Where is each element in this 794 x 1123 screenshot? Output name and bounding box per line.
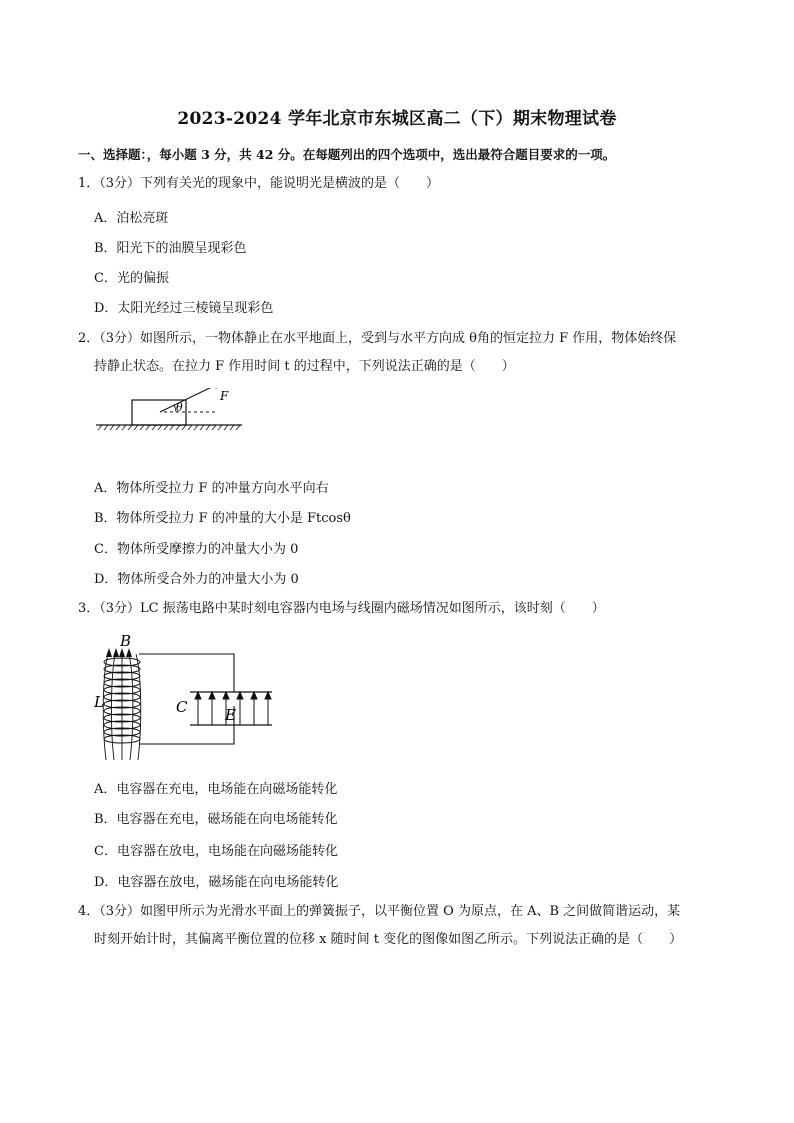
question-2-stem — [78, 325, 718, 381]
question-1-option-b: B．阳光下的油膜呈现彩色 — [94, 241, 247, 256]
question-1-option-a: A．泊松亮斑 — [94, 211, 169, 226]
question-2-option-b: B．物体所受拉力 F 的冲量的大小是 Ftcosθ — [94, 511, 351, 526]
section-heading: 一、选择题：，每小题 3 分，共 42 分。在每题列出的四个选项中，选出最符合题目要求的一项。 — [78, 147, 616, 162]
label-e: E — [225, 706, 236, 724]
ground-hatching — [98, 425, 240, 430]
question-2-option-a: A．物体所受拉力 F 的冲量方向水平向右 — [94, 481, 329, 496]
question-1-option-d: D．太阳光经过三棱镜呈现彩色 — [94, 301, 274, 316]
question-2-figure — [94, 388, 254, 438]
question-3-option-a: A．电容器在充电，电场能在向磁场能转化 — [94, 782, 338, 797]
question-4-stem-line-2: 时刻开始计时，其偏离平衡位置的位移 x 随时间 t 变化的图像如图乙所示。下列说法正确的是（ ） — [94, 932, 683, 947]
question-4-stem-line-1: 4．（3分）如图甲所示为光滑水平面上的弹簧振子，以平衡位置 O 为原点，在 A、B 之间做简谐运动，某 — [78, 904, 681, 919]
question-3-option-d: D．电容器在放电，磁场能在向电场能转化 — [94, 875, 339, 890]
question-1-option-c: C．光的偏振 — [94, 271, 169, 286]
force-label: F — [220, 389, 229, 403]
question-1-stem: 1．（3分）下列有关光的现象中，能说明光是横波的是（ ） — [78, 176, 440, 191]
question-3-stem: 3．（3分）LC 振荡电路中某时刻电容器内电场与线圈内磁场情况如图所示，该时刻（ ） — [78, 601, 605, 616]
question-3-lc-circuit-figure — [94, 632, 284, 762]
label-b: B — [120, 632, 132, 650]
label-c: C — [176, 698, 188, 716]
question-2-option-c: C．物体所受摩擦力的冲量大小为 0 — [94, 542, 299, 557]
question-2-option-d: D．物体所受合外力的冲量大小为 0 — [94, 572, 299, 587]
question-2-stem-line-1: 2．（3分）如图所示，一物体静止在水平地面上，受到与水平方向成 θ角的恒定拉力 F 作用，物体始终保 — [78, 331, 677, 346]
question-3-option-c: C．电容器在放电，电场能在向磁场能转化 — [94, 844, 338, 859]
angle-label: θ — [176, 401, 183, 414]
question-3-option-b: B．电容器在充电，磁场能在向电场能转化 — [94, 812, 338, 827]
question-4-stem — [78, 898, 718, 954]
label-l: L — [94, 693, 104, 711]
question-2-stem-line-2: 持静止状态。在拉力 F 作用时间 t 的过程中，下列说法正确的是（ ） — [94, 359, 515, 374]
exam-title: 2023-2024 学年北京市东城区高二（下）期末物理试卷 — [177, 109, 617, 129]
